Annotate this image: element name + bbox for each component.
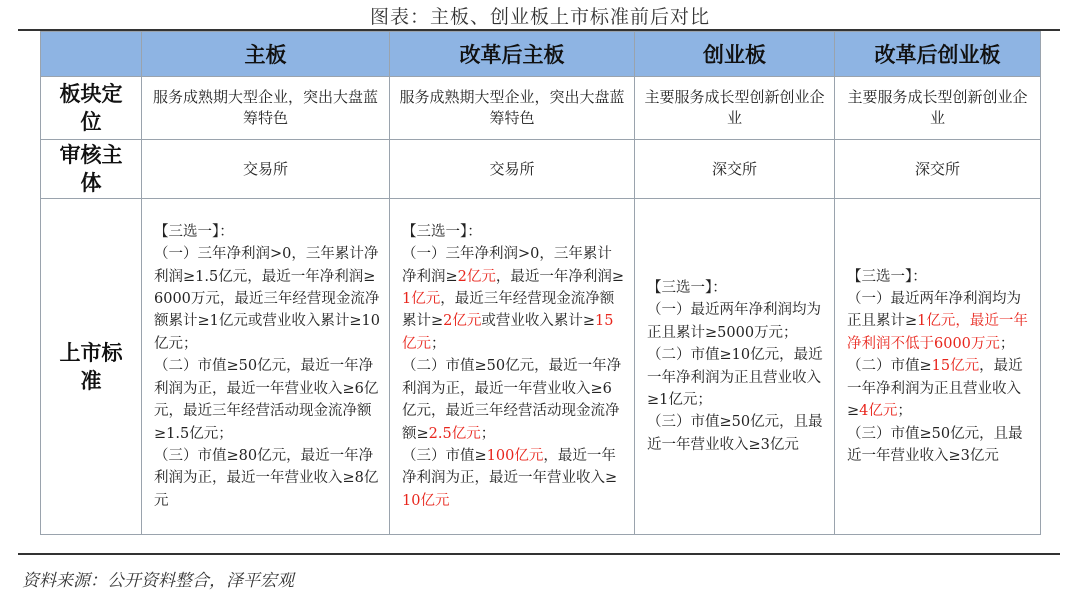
- comparison-table: [40, 31, 1041, 535]
- criteria-option-1: [402, 243, 626, 355]
- criteria-head: 【三选一】：: [647, 279, 727, 296]
- criteria-text: ；: [999, 335, 1015, 352]
- criteria-text: （二）市值≥50亿元，最近一年净利润为正，最近一年营业收入≥6亿元，最近三年经营活动现金流净额≥: [402, 358, 622, 442]
- table-row-positioning: [41, 77, 1041, 140]
- cell-positioning-main-reform: 服务成熟期大型企业，突出大盘蓝筹特色: [390, 77, 635, 140]
- criteria-text: （三）市值≥: [402, 447, 487, 464]
- changed-value: 4亿元: [859, 403, 898, 420]
- changed-value: 15亿元: [402, 313, 614, 352]
- table-row-review: [41, 140, 1041, 199]
- criteria-text: ，最近一年净利润为正，最近一年营业收入≥: [402, 447, 618, 487]
- criteria-option-1: [847, 288, 1032, 355]
- cell-listing-gem: [635, 199, 835, 535]
- cell-positioning-gem-reform: 主要服务成长型创新创业企业: [835, 77, 1041, 140]
- header-main-board: 主板: [142, 32, 390, 77]
- criteria-text: 或营业收入累计≥: [481, 313, 596, 330]
- criteria-option-2: [847, 355, 1032, 422]
- cell-review-gem: 深交所: [635, 140, 835, 199]
- criteria-option-2: （二）市值≥10亿元，最近一年净利润为正且营业收入≥1亿元；: [647, 347, 823, 408]
- criteria-text: ；: [480, 425, 496, 442]
- criteria-text: ，最近一年净利润为正且营业收入≥: [847, 358, 1023, 420]
- header-main-board-reform: 改革后主板: [390, 32, 635, 77]
- row-label-review: 审核主体: [41, 140, 142, 199]
- row-label-positioning: 板块定位: [41, 77, 142, 140]
- criteria-option-3: （三）市值≥80亿元，最近一年净利润为正，最近一年营业收入≥8亿元: [154, 447, 379, 509]
- header-row: [41, 32, 1041, 77]
- changed-value: 100亿元: [486, 447, 544, 464]
- cell-review-gem-reform: 深交所: [835, 140, 1041, 199]
- cell-listing-main-reform: [390, 199, 635, 535]
- row-label-listing: 上市标准: [41, 199, 142, 535]
- bottom-rule: [18, 553, 1060, 555]
- criteria-text: （一）三年净利润>0，三年累计净利润≥: [402, 246, 612, 285]
- criteria-text: （二）市值≥: [847, 358, 932, 375]
- changed-value: 15亿元: [931, 358, 980, 375]
- criteria-head: 【三选一】：: [847, 268, 927, 285]
- criteria-option-3: [402, 445, 626, 512]
- header-gem: 创业板: [635, 32, 835, 77]
- criteria-option-2: （二）市值≥50亿元，最近一年净利润为正，最近一年营业收入≥6亿元，最近三年经营活动现金流净额≥1.5亿元；: [154, 358, 379, 442]
- criteria-option-3: （三）市值≥50亿元，且最近一年营业收入≥3亿元: [847, 425, 1023, 464]
- source-note: 资料来源：公开资料整合，泽平宏观: [22, 571, 294, 591]
- criteria-option-1: （一）三年净利润>0，三年累计净利润≥1.5亿元，最近一年净利润≥6000万元，最近三年经营现金流净额累计≥1亿元或营业收入累计≥10亿元；: [154, 246, 380, 352]
- criteria-head: 【三选一】：: [402, 223, 482, 240]
- header-corner: [41, 32, 142, 77]
- cell-listing-gem-reform: [835, 199, 1041, 535]
- table-row-listing: [41, 199, 1041, 535]
- criteria-text: ；: [897, 403, 912, 420]
- header-gem-reform: 改革后创业板: [835, 32, 1041, 77]
- changed-value: 1亿元，最近一年净利润不低于6000万元: [847, 313, 1028, 352]
- criteria-option-3: （三）市值≥50亿元，且最近一年营业收入≥3亿元: [647, 414, 823, 453]
- cell-listing-main: [142, 199, 390, 535]
- criteria-option-2: [402, 355, 626, 445]
- changed-value: 2亿元: [443, 313, 482, 330]
- figure-title: 图表：主板、创业板上市标准前后对比: [369, 6, 710, 28]
- criteria-text: ；: [431, 335, 446, 352]
- criteria-text: ，最近三年经营现金流净额累计≥: [402, 291, 615, 330]
- changed-value: 10亿元: [402, 492, 450, 509]
- cell-review-main-reform: 交易所: [390, 140, 635, 199]
- changed-value: 2亿元: [457, 268, 496, 285]
- criteria-text: ，最近一年净利润≥: [495, 268, 625, 285]
- changed-value: 2.5亿元: [428, 425, 481, 442]
- criteria-option-1: （一）最近两年净利润均为正且累计≥5000万元；: [647, 302, 821, 341]
- cell-positioning-main: 服务成熟期大型企业，突出大盘蓝筹特色: [142, 77, 390, 140]
- criteria-head: 【三选一】：: [154, 223, 234, 240]
- changed-value: 1亿元: [402, 291, 441, 308]
- criteria-text: （一）最近两年净利润均为正且累计≥: [847, 291, 1021, 330]
- cell-review-main: 交易所: [142, 140, 390, 199]
- cell-positioning-gem: 主要服务成长型创新创业企业: [635, 77, 835, 140]
